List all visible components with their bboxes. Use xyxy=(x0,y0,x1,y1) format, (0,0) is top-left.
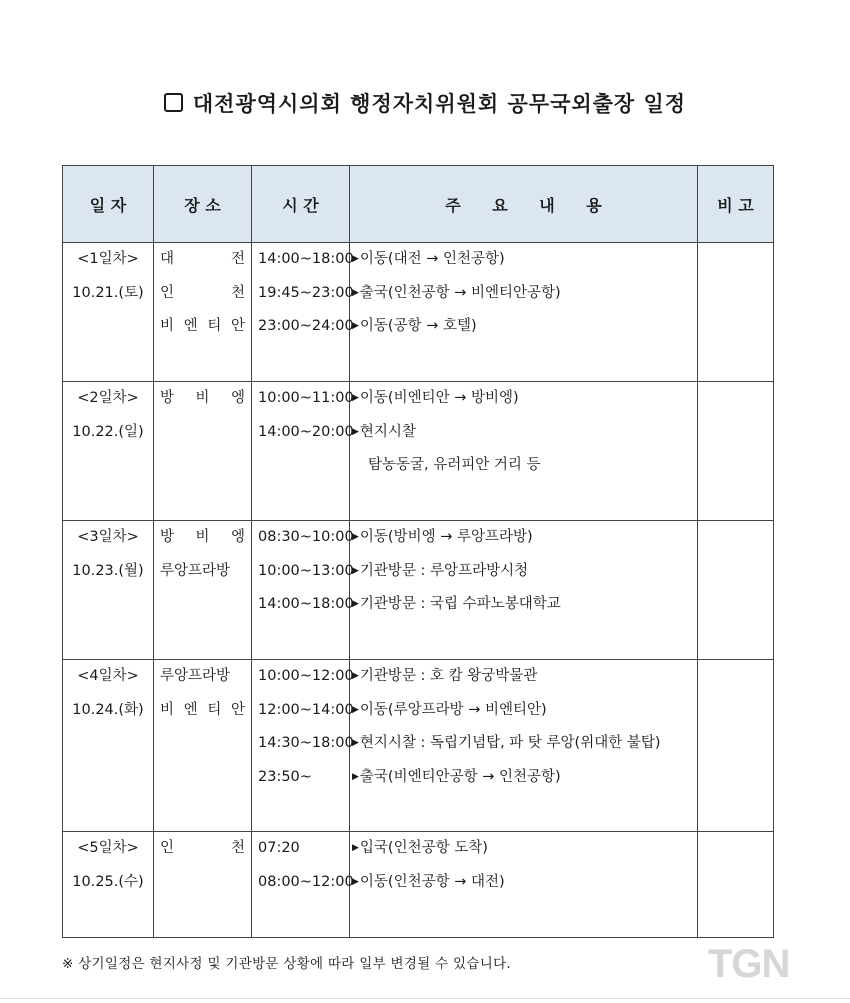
time-item-text: 23:50~ xyxy=(258,768,312,785)
place-cell xyxy=(154,660,252,832)
triangle-bullet-icon: ▶ xyxy=(352,771,359,782)
title-text: 대전광역시의회 행정자치위원회 공무국외출장 일정 xyxy=(192,92,687,116)
content-item-text: 입국(인천공항 도착) xyxy=(359,840,488,856)
schedule-row xyxy=(63,243,774,382)
time-item-text: 14:00~20:00 xyxy=(258,423,354,440)
place-item-text: 방 비 엥 xyxy=(160,529,245,545)
place-item xyxy=(154,521,251,555)
triangle-bullet-icon: ▶ xyxy=(352,876,359,887)
schedule-row xyxy=(63,382,774,521)
day-label-text: <2일차> xyxy=(77,390,139,406)
content-item xyxy=(350,310,697,344)
time-item-text: 08:30~10:00 xyxy=(258,529,354,545)
place-item xyxy=(154,694,251,728)
note-cell xyxy=(698,660,774,832)
schedule-row xyxy=(63,660,774,832)
day-date xyxy=(63,866,153,900)
content-item xyxy=(350,277,697,311)
day-label xyxy=(63,243,153,277)
time-item-text: 14:30~18:00 xyxy=(258,735,354,751)
content-item xyxy=(350,866,697,900)
time-item-text: 12:00~14:00 xyxy=(258,701,354,718)
time-cell xyxy=(252,521,354,660)
time-item xyxy=(252,727,354,761)
content-item xyxy=(350,727,697,761)
day-date xyxy=(63,277,153,311)
time-item-text: 10:00~11:00 xyxy=(258,390,354,406)
time-item xyxy=(252,521,354,555)
day-date-text: 10.21.(토) xyxy=(72,284,144,301)
content-item-text: 기관방문 : 국립 수파노봉대학교 xyxy=(359,596,561,612)
content-item xyxy=(350,660,697,694)
content-item-text: 현지시찰 : 독립기념탑, 파 탓 루앙(위대한 불탑) xyxy=(359,735,661,751)
content-cell xyxy=(350,243,698,382)
time-item xyxy=(252,832,349,866)
place-item-text: 루앙프라방 xyxy=(160,668,231,684)
time-item xyxy=(252,761,349,795)
triangle-bullet-icon: ▶ xyxy=(352,254,359,264)
content-item-text: 이동(루앙프라방 → 비엔티안) xyxy=(359,701,547,718)
content-item xyxy=(350,761,697,795)
time-item xyxy=(252,243,354,277)
day-label xyxy=(63,521,153,555)
place-cell xyxy=(154,243,252,382)
content-item-text: 기관방문 : 호 캄 왕궁박물관 xyxy=(359,668,538,684)
day-label-text: <4일차> xyxy=(77,668,139,684)
triangle-bullet-icon: ▶ xyxy=(352,321,359,331)
content-item-text: 현지시찰 xyxy=(359,423,416,440)
content-item xyxy=(350,832,697,866)
day-date xyxy=(63,555,153,589)
content-item-text: 출국(인천공항 → 비엔티안공항) xyxy=(359,284,561,301)
day-cell xyxy=(63,382,154,521)
time-item xyxy=(252,277,354,311)
place-item xyxy=(154,310,251,344)
content-item-text: 이동(대전 → 인천공항) xyxy=(359,251,505,267)
content-item-text: 출국(비엔티안공항 → 인천공항) xyxy=(359,768,561,785)
content-cell xyxy=(350,832,698,938)
triangle-bullet-icon: ▶ xyxy=(352,287,359,298)
place-item-text: 인 천 xyxy=(160,284,245,301)
note-cell xyxy=(698,521,774,660)
place-item-text: 인 천 xyxy=(160,840,245,856)
triangle-bullet-icon: ▶ xyxy=(352,599,359,609)
tgn-logo: TGN xyxy=(708,942,790,986)
day-label xyxy=(63,660,153,694)
content-item-text: 이동(공항 → 호텔) xyxy=(359,318,477,334)
place-item-text: 비 엔 티 안 xyxy=(160,701,245,718)
content-item-text: 이동(비엔티안 → 방비엥) xyxy=(359,390,519,406)
content-item xyxy=(350,243,697,277)
time-cell xyxy=(252,660,354,832)
day-date xyxy=(63,694,153,728)
time-item xyxy=(252,866,354,900)
content-cell xyxy=(350,382,698,521)
content-cell xyxy=(350,660,698,832)
schedule-row xyxy=(63,832,774,938)
checkbox-square-icon xyxy=(164,93,183,112)
content-detail-text: 탐농동굴, 유러피안 거리 등 xyxy=(368,457,541,473)
content-item xyxy=(350,382,697,416)
time-item xyxy=(252,382,354,416)
content-item-text: 이동(인천공항 → 대전) xyxy=(359,873,505,890)
place-item xyxy=(154,382,251,416)
place-item xyxy=(154,660,251,694)
day-label-text: <1일차> xyxy=(77,251,139,267)
time-item xyxy=(252,416,354,450)
content-detail xyxy=(350,449,697,483)
place-item-text: 대 전 xyxy=(160,251,245,267)
triangle-bullet-icon: ▶ xyxy=(352,565,359,576)
day-label xyxy=(63,832,153,866)
place-item xyxy=(154,243,251,277)
content-item xyxy=(350,588,697,622)
day-date-text: 10.24.(화) xyxy=(72,701,144,718)
header-day: 일 자 xyxy=(63,166,154,243)
note-cell xyxy=(698,382,774,521)
day-date-text: 10.22.(일) xyxy=(72,423,144,440)
time-cell xyxy=(252,243,354,382)
place-item xyxy=(154,832,251,866)
day-cell xyxy=(63,832,154,938)
triangle-bullet-icon: ▶ xyxy=(352,843,359,853)
day-cell xyxy=(63,521,154,660)
day-date xyxy=(63,416,153,450)
day-date-text: 10.23.(월) xyxy=(72,562,144,579)
time-item-text: 07:20 xyxy=(258,840,300,856)
time-item-text: 10:00~13:00 xyxy=(258,562,354,579)
header-time: 시 간 xyxy=(252,166,350,243)
content-item xyxy=(350,694,697,728)
place-item-text: 루앙프라방 xyxy=(160,562,231,579)
time-item xyxy=(252,660,354,694)
time-item-text: 14:00~18:00 xyxy=(258,251,354,267)
time-item-text: 19:45~23:00 xyxy=(258,284,354,301)
schedule-table xyxy=(62,165,774,938)
triangle-bullet-icon: ▶ xyxy=(352,426,359,437)
place-item-text: 비 엔 티 안 xyxy=(160,318,245,334)
header-place: 장 소 xyxy=(154,166,252,243)
page-title xyxy=(0,88,850,118)
time-item xyxy=(252,694,354,728)
time-item-text: 23:00~24:00 xyxy=(258,318,354,334)
place-item-text: 방 비 엥 xyxy=(160,390,245,406)
time-item-text: 08:00~12:00 xyxy=(258,873,354,890)
place-cell xyxy=(154,832,252,938)
header-note: 비 고 xyxy=(698,166,774,243)
place-cell xyxy=(154,521,252,660)
footnote: ※ 상기일정은 현지사정 및 기관방문 상황에 따라 일부 변경될 수 있습니다. xyxy=(62,956,512,972)
day-label-text: <3일차> xyxy=(77,529,139,545)
content-item xyxy=(350,521,697,555)
triangle-bullet-icon: ▶ xyxy=(352,738,359,748)
place-item xyxy=(154,277,251,311)
triangle-bullet-icon: ▶ xyxy=(352,532,359,542)
time-cell xyxy=(252,832,354,938)
content-item xyxy=(350,555,697,589)
time-item xyxy=(252,588,354,622)
content-item-text: 이동(방비엥 → 루앙프라방) xyxy=(359,529,533,545)
day-cell xyxy=(63,243,154,382)
triangle-bullet-icon: ▶ xyxy=(352,393,359,403)
time-cell xyxy=(252,382,354,521)
triangle-bullet-icon: ▶ xyxy=(352,671,359,681)
header-content: 주 요 내 용 xyxy=(350,166,698,243)
note-cell xyxy=(698,243,774,382)
time-item-text: 10:00~12:00 xyxy=(258,668,354,684)
triangle-bullet-icon: ▶ xyxy=(352,704,359,715)
time-item xyxy=(252,555,354,589)
place-cell xyxy=(154,382,252,521)
schedule-row xyxy=(63,521,774,660)
bottom-divider xyxy=(0,998,850,999)
day-cell xyxy=(63,660,154,832)
time-item-text: 14:00~18:00 xyxy=(258,596,354,612)
note-cell xyxy=(698,832,774,938)
day-label xyxy=(63,382,153,416)
place-item xyxy=(154,555,251,589)
content-item-text: 기관방문 : 루앙프라방시청 xyxy=(359,562,529,579)
day-label-text: <5일차> xyxy=(77,840,139,856)
day-date-text: 10.25.(수) xyxy=(72,873,144,890)
time-item xyxy=(252,310,354,344)
header-row xyxy=(63,166,774,243)
content-cell xyxy=(350,521,698,660)
content-item xyxy=(350,416,697,450)
